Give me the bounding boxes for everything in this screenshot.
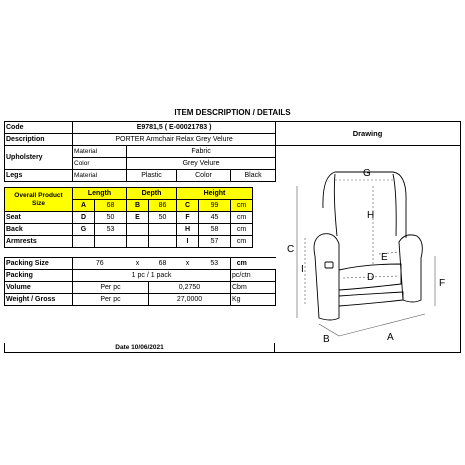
letter-h: H (367, 210, 375, 221)
dim-d-value: 50 (95, 212, 127, 224)
row-packing-size (5, 258, 276, 270)
dim-f-letter: F (177, 212, 199, 224)
weight-unit: Kg (231, 294, 276, 306)
row-volume (5, 282, 276, 294)
packing-size-x1: x (127, 258, 149, 270)
legs-color: Black (231, 170, 276, 182)
letter-e: E (381, 252, 388, 263)
upholstery-material-label: Material (73, 146, 127, 158)
dim-g-value: 53 (95, 224, 127, 236)
back-unit: cm (231, 224, 253, 236)
row-armrests (5, 236, 276, 248)
volume-unit: Cbm (231, 282, 276, 294)
description-value: PORTER Armchair Relax Grey Velure (73, 134, 276, 146)
date-line: Date 10/06/2021 (4, 343, 275, 353)
seat-unit: cm (231, 212, 253, 224)
volume-per: Per pc (73, 282, 149, 294)
dim-c-letter: C (177, 200, 199, 212)
armrests-label: Armrests (5, 236, 73, 248)
drawing-panel (275, 121, 461, 353)
upholstery-label: Upholstery (5, 146, 73, 170)
dim-c-unit: cm (231, 200, 253, 212)
chair-back-inner-right (393, 174, 396, 236)
letter-g: G (363, 168, 371, 179)
packing-label: Packing (5, 270, 73, 282)
legs-material: Plastic (127, 170, 177, 182)
dim-e-letter: E (127, 212, 149, 224)
dim-b-value: 86 (149, 200, 177, 212)
overall-label (5, 188, 73, 212)
lever-icon (325, 262, 333, 268)
dim-a-letter: A (73, 200, 95, 212)
letter-b: B (323, 334, 330, 345)
packing-size-label: Packing Size (5, 258, 73, 270)
spec-table (4, 121, 276, 306)
row-back (5, 224, 276, 236)
dim-c-value: 99 (199, 200, 231, 212)
row-description (5, 134, 276, 146)
row-upholstery-material (5, 146, 276, 158)
packing-size-unit: cm (231, 258, 253, 270)
dim-a-value: 68 (95, 200, 127, 212)
row-code (5, 122, 276, 134)
packing-value: 1 pc / 1 pack (73, 270, 231, 282)
packing-size-x2: x (177, 258, 199, 270)
letter-d: D (367, 272, 375, 283)
weight-label: Weight / Gross (5, 294, 73, 306)
code-value: E9781,5 ( E-00021783 ) (73, 122, 276, 134)
description-label: Description (5, 134, 73, 146)
weight-value: 27,0000 (149, 294, 231, 306)
depth-header: Depth (127, 188, 177, 200)
chair-base (339, 292, 403, 306)
armchair-drawing (275, 146, 461, 352)
upholstery-color: Grey Velure (127, 158, 276, 170)
dim-f-value: 45 (199, 212, 231, 224)
overall-label-2: Size (31, 199, 45, 207)
packing-size-2: 68 (149, 258, 177, 270)
volume-value: 0,2750 (149, 282, 231, 294)
row-overall-head (5, 188, 276, 200)
letter-i: I (301, 264, 304, 275)
drawing-label: Drawing (275, 122, 460, 146)
dim-b-letter: B (127, 200, 149, 212)
letter-c: C (287, 244, 295, 255)
letter-f: F (439, 278, 446, 289)
height-header: Height (177, 188, 253, 200)
packing-size-3: 53 (199, 258, 231, 270)
code-label: Code (5, 122, 73, 134)
seat-label: Seat (5, 212, 73, 224)
legs-label: Legs (5, 170, 73, 182)
overall-label-1: Overall Product (14, 191, 63, 199)
armrests-unit: cm (231, 236, 253, 248)
chair-left-arm (314, 234, 339, 320)
dim-e-value: 50 (149, 212, 177, 224)
row-seat (5, 212, 276, 224)
upholstery-color-label: Color (73, 158, 127, 170)
volume-label: Volume (5, 282, 73, 294)
dim-d-letter: D (73, 212, 95, 224)
packing-unit: pc/ctn (231, 270, 276, 282)
length-header: Length (73, 188, 127, 200)
dim-i-value: 57 (199, 236, 231, 248)
upholstery-material: Fabric (127, 146, 276, 158)
legs-material-label: Material (73, 170, 127, 182)
spec-sheet (4, 107, 461, 354)
weight-per: Per pc (73, 294, 149, 306)
dim-h-letter: H (177, 224, 199, 236)
dim-g-letter: G (73, 224, 95, 236)
letter-a: A (387, 332, 394, 343)
row-packing (5, 270, 276, 282)
row-legs (5, 170, 276, 182)
chair-back-outline (323, 172, 406, 238)
dim-i-letter: I (177, 236, 199, 248)
legs-color-label: Color (177, 170, 231, 182)
sheet-title: ITEM DESCRIPTION / DETAILS (174, 108, 291, 117)
dim-h-value: 58 (199, 224, 231, 236)
chair-back-inner-left (334, 174, 337, 236)
row-weight (5, 294, 276, 306)
packing-size-1: 76 (73, 258, 127, 270)
back-label: Back (5, 224, 73, 236)
